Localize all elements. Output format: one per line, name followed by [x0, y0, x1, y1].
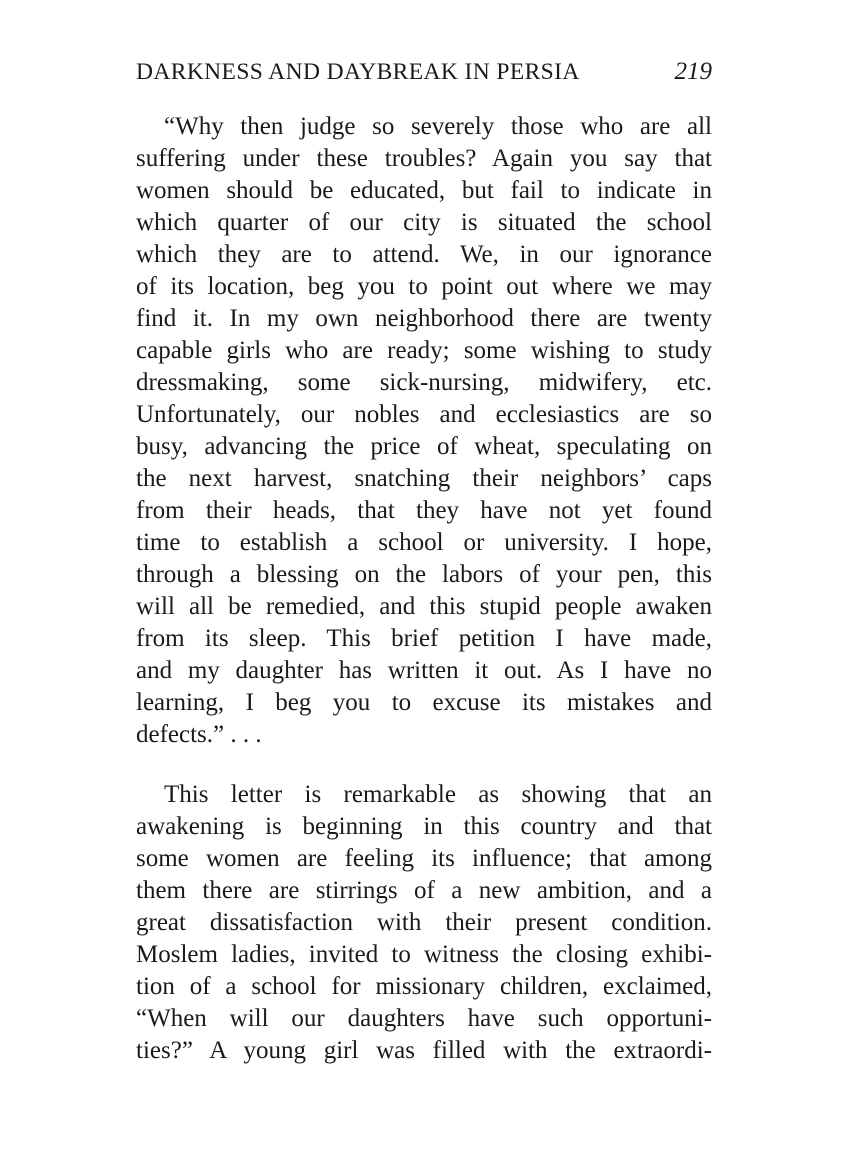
- text-line: busy, advancing the price of wheat, speculating on: [136, 433, 712, 460]
- text-line: suffering under these troubles? Again you say that: [136, 145, 712, 172]
- page-header: [136, 58, 712, 98]
- text-line: will all be remedied, and this stupid people awaken: [136, 593, 712, 620]
- text-line: great dissatisfaction with their present condition.: [136, 909, 712, 936]
- paragraph-commentary: [136, 779, 712, 1067]
- text-line: capable girls who are ready; some wishing to study: [136, 337, 712, 364]
- text-line: them there are stirrings of a new ambition, and a: [136, 877, 712, 904]
- text-line: which they are to attend. We, in our ignorance: [136, 241, 712, 268]
- text-line: the next harvest, snatching their neighbors’ caps: [136, 465, 712, 492]
- text-line: tion of a school for missionary children, exclaimed,: [136, 973, 712, 1000]
- text-line: of its location, beg you to point out where we may: [136, 273, 712, 300]
- text-line: Unfortunately, our nobles and ecclesiastics are so: [136, 401, 712, 428]
- text-line: and my daughter has written it out. As I have no: [136, 657, 712, 684]
- text-line: “When will our daughters have such opportuni-: [136, 1005, 712, 1032]
- text-line: some women are feeling its influence; that among: [136, 845, 712, 872]
- text-line: dressmaking, some sick-nursing, midwifery, etc.: [136, 369, 712, 396]
- page-number: 219: [674, 58, 712, 85]
- text-line: Moslem ladies, invited to witness the closing exhibi-: [136, 941, 712, 968]
- running-title: DARKNESS AND DAYBREAK IN PERSIA: [136, 59, 580, 85]
- paragraph-letter-quote: [136, 111, 712, 751]
- text-line: time to establish a school or university. I hope,: [136, 529, 712, 556]
- text-line: awakening is beginning in this country and that: [136, 813, 712, 840]
- text-line: from its sleep. This brief petition I have made,: [136, 625, 712, 652]
- text-line: from their heads, that they have not yet found: [136, 497, 712, 524]
- text-line: women should be educated, but fail to indicate in: [136, 177, 712, 204]
- text-line: through a blessing on the labors of your pen, this: [136, 561, 712, 588]
- text-line: learning, I beg you to excuse its mistakes and: [136, 689, 712, 716]
- text-line: ties?” A young girl was filled with the extraordi-: [136, 1037, 712, 1064]
- text-line: find it. In my own neighborhood there are twenty: [136, 305, 712, 332]
- text-line: defects.” . . .: [136, 721, 262, 748]
- text-line: which quarter of our city is situated the school: [136, 209, 712, 236]
- text-line: “Why then judge so severely those who are all: [164, 113, 712, 140]
- text-line: This letter is remarkable as showing that an: [164, 781, 712, 808]
